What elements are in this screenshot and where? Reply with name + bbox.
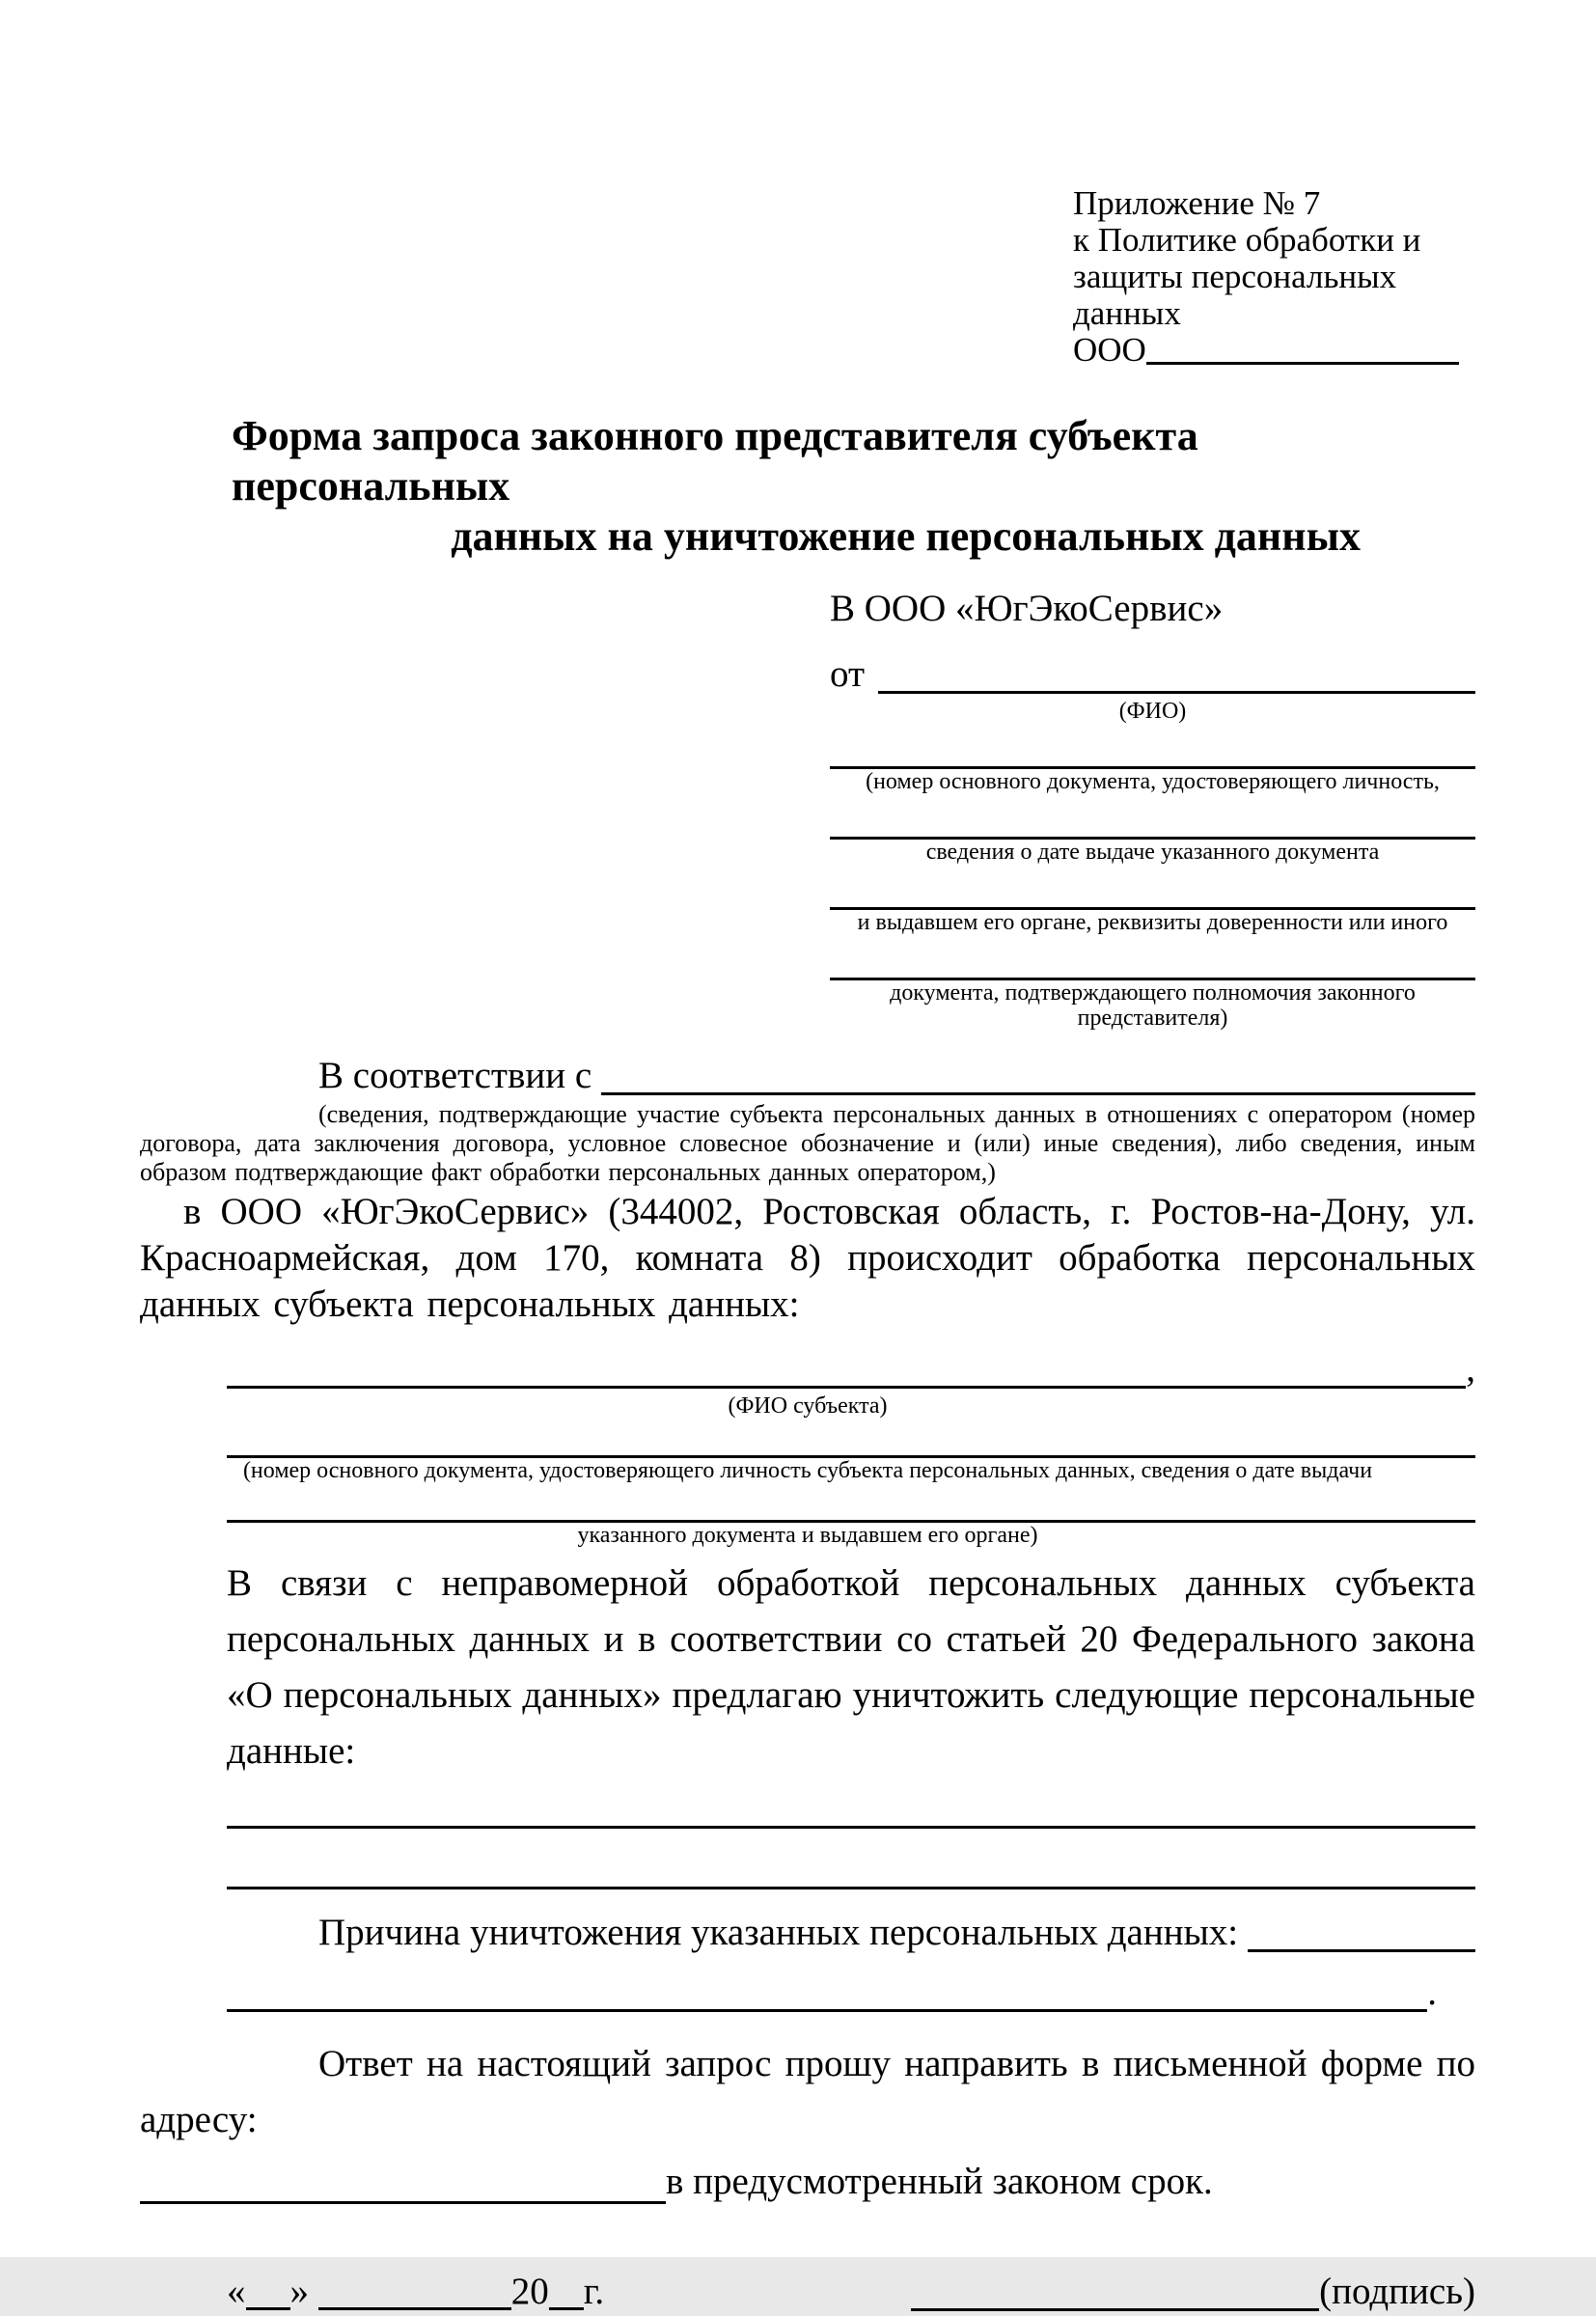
address-field-line[interactable] <box>140 2154 666 2204</box>
year-suffix: г. <box>583 2271 605 2312</box>
reason-field-line[interactable] <box>1248 1909 1475 1952</box>
footer-row <box>140 2268 1475 2316</box>
subject-doc-caption: указанного документа и выдавшем его органе) <box>577 1523 1038 1548</box>
addressee-block <box>830 585 1475 1031</box>
signature-caption: (подпись) <box>1319 2271 1475 2312</box>
representative-doc-field-line[interactable] <box>830 865 1475 910</box>
comma: , <box>1466 1348 1475 1390</box>
month-field-line[interactable] <box>318 2307 511 2310</box>
addressee-to: В ООО «ЮгЭкоСервис» <box>830 588 1224 629</box>
day-field-line[interactable] <box>246 2307 290 2310</box>
appendix-ooo-row <box>1073 332 1459 369</box>
according-label: В соответствии с <box>318 1055 592 1096</box>
reason-label: Причина уничтожения указанных персональных данных: <box>318 1912 1239 1953</box>
personal-data-field-line[interactable] <box>227 1829 1475 1889</box>
request-paragraph: В связи с неправомерной обработкой персональных данных субъекта персональных данных и в соответствии со статьей 20 Федерального закона «О персональных данных» предлагаю уничтожить следующие персональные данные: <box>227 1562 1475 1772</box>
representative-doc-field-line[interactable] <box>830 935 1475 980</box>
title-line-1: Форма запроса законного представителя субъекта персональных <box>232 412 1198 510</box>
appendix-line: к Политике обработки и <box>1073 221 1421 259</box>
subject-doc-field-line[interactable] <box>227 1419 1475 1458</box>
reply-address-row <box>140 2154 1475 2210</box>
according-field-line[interactable] <box>601 1052 1475 1095</box>
year-prefix: 20 <box>510 2271 549 2312</box>
doc-caption: сведения о дате выдаче указанного документа <box>925 840 1380 865</box>
subject-fio-row <box>227 1345 1475 1393</box>
document-title <box>232 411 1361 562</box>
quote-open: « <box>227 2271 246 2312</box>
quote-close: » <box>289 2271 309 2312</box>
doc-caption: (номер основного документа, удостоверяющего личность, <box>866 769 1440 794</box>
reply-paragraph: Ответ на настоящий запрос прошу направить в письменной форме по адресу: <box>140 2043 1475 2140</box>
doc-caption: и выдавшем его органе, реквизиты доверенности или иного <box>857 910 1448 935</box>
according-note: (сведения, подтверждающие участие субъекта персональных данных в отношениях с оператором (номер договора, дата заключения договора, условное словесное обозначение и (или) иные сведения), либо сведения, иным образом подтверждающие факт обработки персональных данных оператором,) <box>140 1100 1475 1186</box>
date-part <box>227 2268 604 2316</box>
appendix-block <box>1073 185 1459 369</box>
ooo-field-line[interactable] <box>1146 332 1459 365</box>
subject-doc-caption: (номер основного документа, удостоверяющего личность субъекта персональных данных, сведения о дате выдачи <box>242 1458 1373 1483</box>
fio-caption: (ФИО) <box>1118 699 1187 724</box>
reply-tail: в предусмотренный законом срок. <box>666 2161 1213 2202</box>
representative-doc-field-line[interactable] <box>830 794 1475 840</box>
operator-paragraph: в ООО «ЮгЭкоСервис» (344002, Ростовская область, г. Ростов-на-Дону, ул. Красноармейская, дом 170, комната 8) происходит обработка персональных данных субъекта персональных данных: <box>140 1191 1475 1325</box>
year-field-line[interactable] <box>549 2307 584 2310</box>
signature-part <box>911 2268 1475 2316</box>
from-label: от <box>830 653 866 695</box>
title-line-2: данных на уничтожение персональных данных <box>451 512 1361 560</box>
subject-doc-field-line[interactable] <box>227 1483 1475 1523</box>
reason-row <box>140 1909 1475 1957</box>
ooo-label: ООО <box>1073 331 1146 369</box>
period: . <box>1427 1971 1437 2013</box>
signature-field-line[interactable] <box>911 2268 1319 2311</box>
representative-doc-field-line[interactable] <box>830 724 1475 769</box>
appendix-line: Приложение № 7 <box>1073 184 1321 222</box>
according-row <box>140 1052 1475 1100</box>
personal-data-field-line[interactable] <box>227 1779 1475 1829</box>
doc-caption: документа, подтверждающего полномочия законного представителя) <box>890 980 1416 1031</box>
subject-fio-field-line[interactable] <box>227 1345 1466 1389</box>
subject-fio-caption: (ФИО субъекта) <box>728 1393 888 1419</box>
reason-continuation-row <box>227 1969 1437 2017</box>
appendix-line: защиты персональных данных <box>1073 258 1397 332</box>
representative-fio-field-line[interactable] <box>878 650 1475 694</box>
from-row <box>830 650 1475 699</box>
reason-continuation-field-line[interactable] <box>227 1969 1427 2012</box>
